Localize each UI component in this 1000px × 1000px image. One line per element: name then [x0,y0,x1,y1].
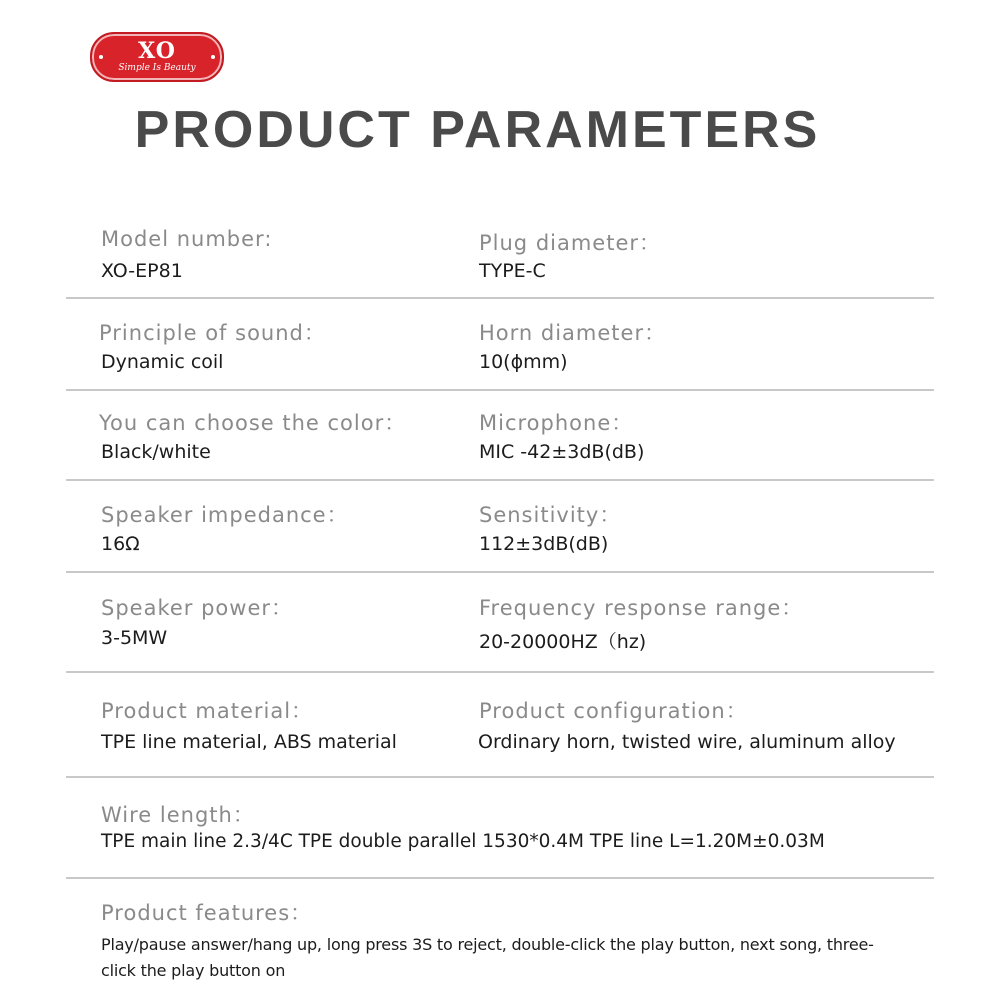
wire-length-label: Wire length： [101,803,255,827]
plug-diameter-value: TYPE-C [479,260,546,282]
sensitivity-label: Sensitivity： [479,503,622,527]
principle-of-sound-label: Principle of sound： [99,321,326,345]
param-row-2 [66,299,934,391]
speaker-impedance-label: Speaker impedance： [101,503,349,527]
microphone-value: MIC -42±3dB(dB) [479,441,645,463]
frequency-response-label: Frequency response range： [479,596,804,620]
brand-logo [90,32,224,82]
param-row-3 [66,391,934,481]
product-features-value: Play/pause answer/hang up, long press 3S to reject, double-click the play button, next song, three-click the play button on [101,935,874,980]
logo-mark: XO [138,38,176,64]
product-material-value: TPE line material, ABS material [101,731,397,753]
product-material-label: Product material： [101,699,314,723]
product-configuration-value: Ordinary horn, twisted wire, aluminum alloy [478,731,896,753]
speaker-power-label: Speaker power： [101,596,293,620]
logo-slogan: Simple Is Beauty [118,63,196,73]
color-label: You can choose the color： [99,411,407,435]
horn-diameter-value: 10(ϕmm) [479,351,568,373]
param-row-4 [66,481,934,573]
param-row-1 [66,210,934,299]
color-value: Black/white [101,441,211,463]
wire-length-value: TPE main line 2.3/4C TPE double parallel 1530*0.4M TPE line L=1.20M±0.03M [101,831,825,852]
param-row-5 [66,573,934,673]
model-number-label: Model number: [101,227,273,251]
horn-diameter-label: Horn diameter： [479,321,667,345]
frequency-response-value: 20-20000HZ（hz) [479,631,647,653]
page-title: PRODUCT PARAMETERS [134,101,821,159]
speaker-impedance-value: 16Ω [101,533,140,555]
principle-of-sound-value: Dynamic coil [101,351,224,373]
param-row-8 [66,879,934,1000]
product-configuration-label: Product configuration： [479,699,748,723]
microphone-label: Microphone： [479,411,634,435]
model-number-value: XO-EP81 [101,260,183,282]
product-features-label: Product features： [101,901,313,925]
plug-diameter-label: Plug diameter： [479,231,662,255]
param-row-7 [66,778,934,879]
sensitivity-value: 112±3dB(dB) [479,533,609,555]
speaker-power-value: 3-5MW [101,627,168,649]
param-row-6 [66,673,934,778]
